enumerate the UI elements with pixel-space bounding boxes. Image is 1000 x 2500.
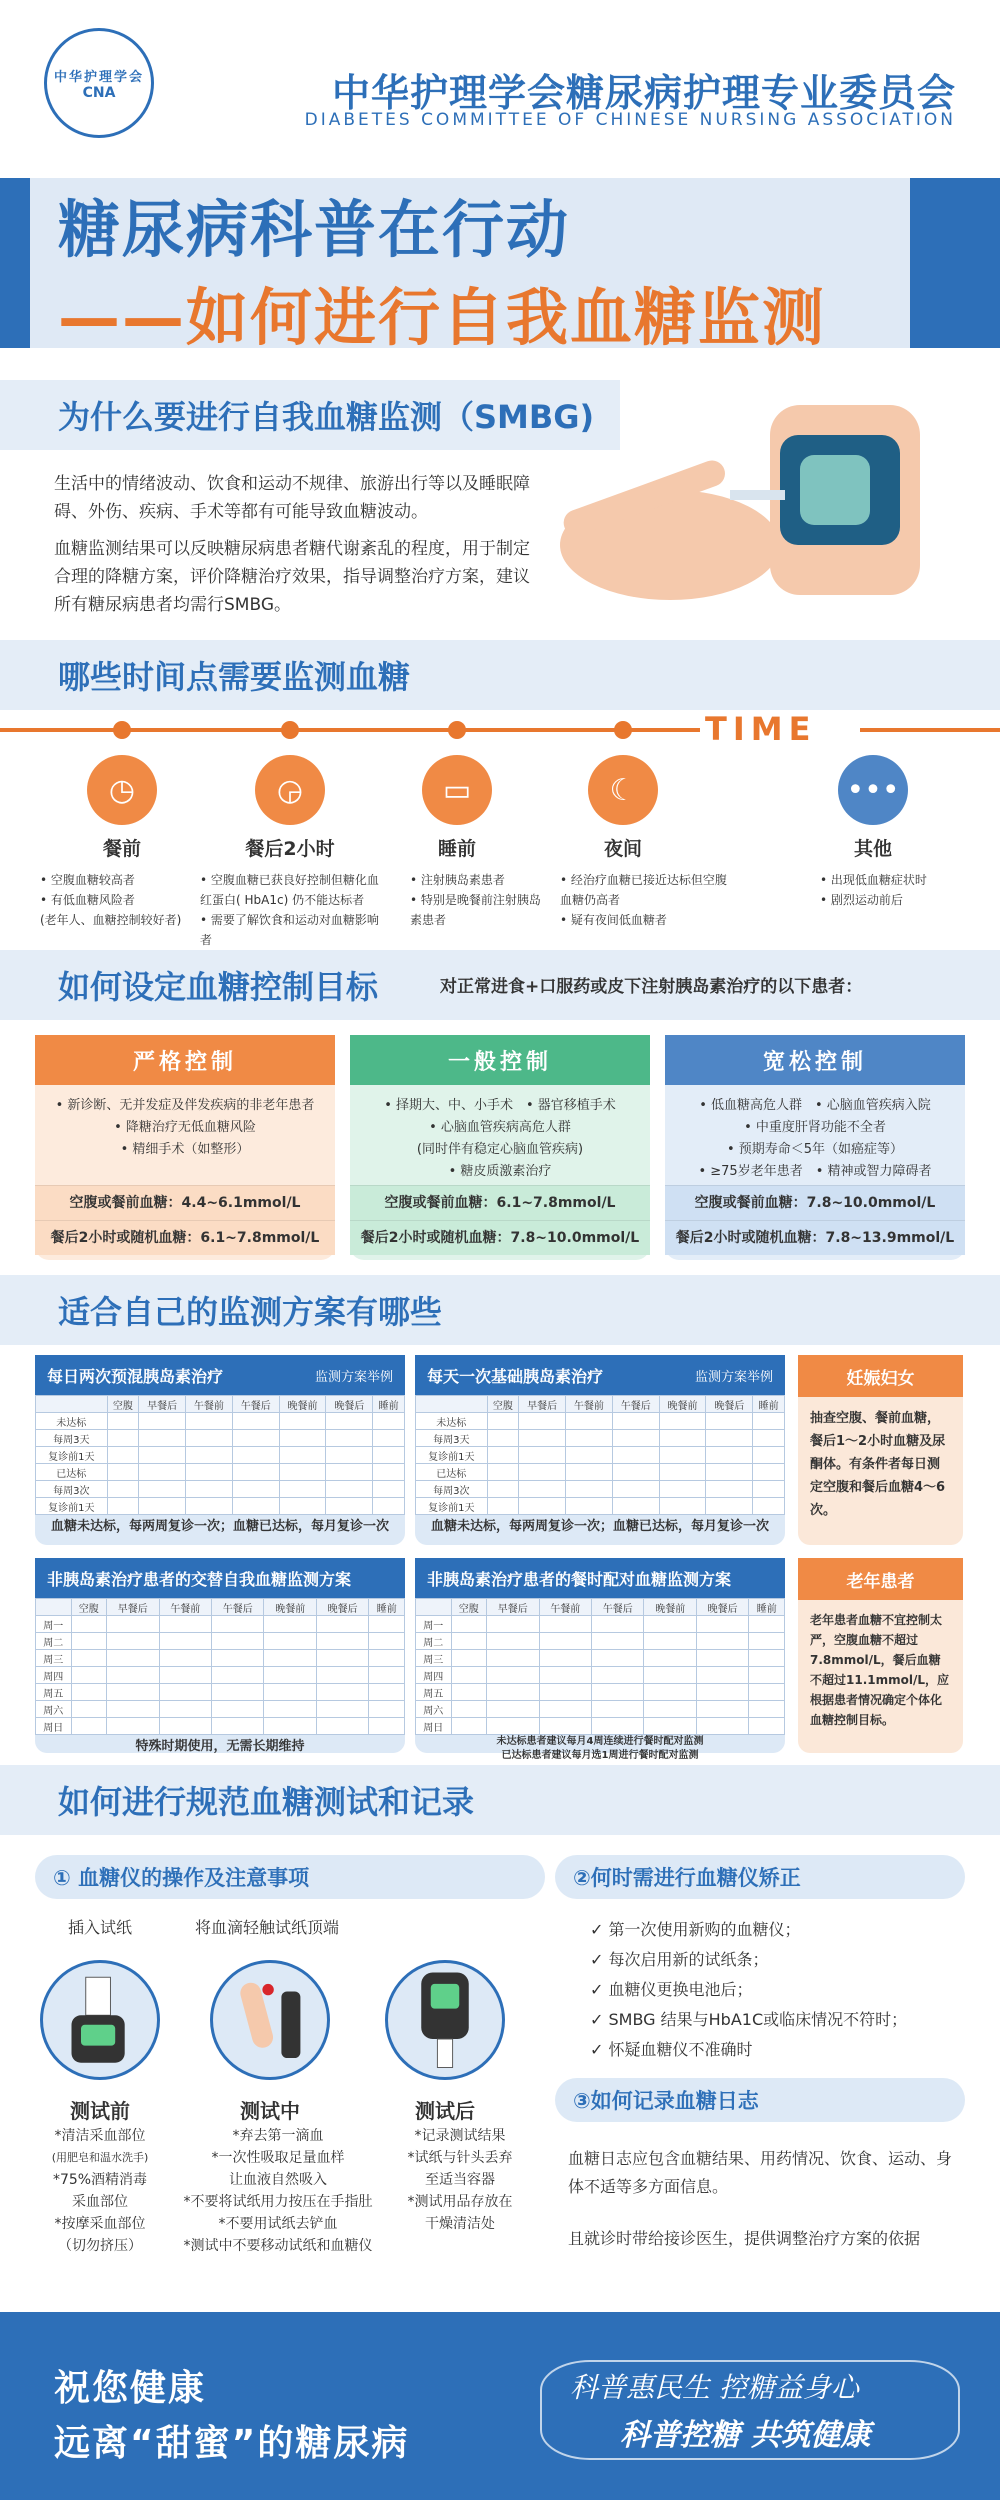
calibration-header: ②何时需进行血糖仪矫正 (555, 1855, 965, 1899)
table-basal: 每天一次基础胰岛素治疗 监测方案举例 空腹 早餐后 午餐前 午餐后 晚餐前 晚餐后 睡前 未达标 每周3天 复诊前1天 已达标 每周3次 复诊前1天 血糖未达标，每两周复诊一次；血糖已达标，每月复诊一次 (415, 1355, 785, 1545)
clock-meal-icon: ◷ (87, 755, 157, 825)
hero-band-right (910, 178, 1000, 348)
timeline-line (0, 728, 700, 732)
goals-title: 如何设定血糖控制目标 (58, 968, 379, 1006)
footer-slogan-2: 远离“甜蜜”的糖尿病 (54, 2423, 410, 2464)
goal-card-items: • 择期大、中、小手术 • 器官移植手术 • 心脑血管疾病高危人群 (同时伴有稳定心脑血管疾病) • 糖皮质激素治疗 (384, 1098, 616, 1179)
goal-fasting-value: 空腹或餐前血糖：7.8~10.0mmol/L (665, 1185, 965, 1220)
time-label: TIME (705, 710, 817, 748)
log-header: ③如何记录血糖日志 (555, 2078, 965, 2122)
moon-icon: ☾ (588, 755, 658, 825)
table-premixed: 每日两次预混胰岛素治疗 监测方案举例 空腹 早餐后 午餐前 午餐后 晚餐前 晚餐后 睡前 未达标 每周3天 复诊前1天 已达标 每周3次 复诊前1天 血糖未达标，每两周复诊一次；血糖已达标，每月复诊一次 (35, 1355, 405, 1545)
timepoint-desc: • 空腹血糖已获良好控制但糖化血红蛋白( HbA1c) 仍不能达标者 • 需要了解饮食和运动对血糖影响者 (200, 873, 379, 947)
cna-logo (44, 28, 154, 138)
goals-subtitle: 对正常进食+口服药或皮下注射胰岛素治疗的以下患者： (440, 977, 863, 997)
why-title: 为什么要进行自我血糖监测（SMBG) (58, 398, 595, 436)
timepoint-name: 夜间 (603, 838, 642, 860)
when-title: 哪些时间点需要监测血糖 (58, 658, 411, 696)
meter-operation-header: ① 血糖仪的操作及注意事项 (35, 1855, 545, 1899)
goal-postmeal-value: 餐后2小时或随机血糖：7.8~13.9mmol/L (665, 1220, 965, 1255)
step-title-before: 测试前 (70, 2099, 130, 2123)
table-alternating: 非胰岛素治疗患者的交替自我血糖监测方案 空腹 早餐后 午餐前 午餐后 晚餐前 晚餐后 睡前 周一 周二 周三 周四 周五 周六 周日 特殊时期使用，无需长期维持 (35, 1558, 405, 1753)
step-title-during: 测试中 (240, 2099, 300, 2123)
footer-slogan-3: 科普惠民生 控糖益身心 (570, 2371, 859, 2404)
timepoint-name: 睡前 (437, 838, 476, 860)
goal-postmeal-value: 餐后2小时或随机血糖：6.1~7.8mmol/L (35, 1220, 335, 1255)
logo-cna: CNA (82, 84, 116, 101)
goal-card-loose (665, 1035, 965, 1260)
footer-slogan-4: 科普控糖 共筑健康 (620, 2418, 871, 2453)
finger-blood-icon (210, 1960, 330, 2080)
goal-postmeal-value: 餐后2小时或随机血糖：7.8~10.0mmol/L (350, 1220, 650, 1255)
clock-2h-icon: ◶ (255, 755, 325, 825)
table-paired: 非胰岛素治疗患者的餐时配对血糖监测方案 空腹 早餐后 午餐前 午餐后 晚餐前 晚餐后 睡前 周一 周二 周三 周四 周五 周六 周日 未达标患者建议每月4周连续进行餐时配对监测 已达标患者建议每月选1周进行餐时配对监测 (415, 1558, 785, 1753)
timeline-dot (113, 721, 131, 739)
step-title-after: 测试后 (415, 2099, 475, 2123)
bed-icon: ▭ (422, 755, 492, 825)
main-title: 糖尿病科普在行动 (58, 193, 571, 266)
meter-result-icon (385, 1960, 505, 2080)
log-text-1: 血糖日志应包含血糖结果、用药情况、饮食、运动、身体不适等多方面信息。 (568, 2149, 953, 2196)
timepoint-name: 餐前 (102, 838, 141, 860)
why-paragraph-2: 血糖监测结果可以反映糖尿病患者糖代谢紊乱的程度，用于制定合理的降糖方案，评价降糖治疗效果，指导调整治疗方案，建议所有糖尿病患者均需行SMBG。 (54, 539, 530, 615)
timepoint-desc: • 注射胰岛素患者 • 特别是晚餐前注射胰岛素患者 (410, 873, 541, 927)
plans-title: 适合自己的监测方案有哪些 (58, 1293, 443, 1331)
goal-fasting-value: 空腹或餐前血糖：4.4~6.1mmol/L (35, 1185, 335, 1220)
logo-text: 中华护理学会 (53, 69, 144, 85)
step-desc-after: *记录测试结果 *试纸与针头丢弃 至适当容器 *测试用品存放在 干燥清洁处 (407, 2128, 513, 2232)
goal-card-general (350, 1035, 650, 1260)
step-desc-during: *弃去第一滴血 *一次性吸取足量血样 让血液自然吸入 *不要将试纸用力按压在手指肚 *不要用试纸去铲血 *测试中不要移动试纸和血糖仪 (183, 2128, 373, 2254)
calibration-list: ✓ 第一次使用新购的血糖仪； ✓ 每次启用新的试纸条； ✓ 血糖仪更换电池后； ✓ SMBG 结果与HbA1C或临床情况不符时； ✓ 怀疑血糖仪不准确时 (590, 1920, 908, 2059)
goal-card-title: 一般控制 (350, 1035, 650, 1085)
timeline-dot (281, 721, 299, 739)
timepoint-name: 其他 (853, 838, 892, 860)
goal-card-title: 严格控制 (35, 1035, 335, 1085)
goal-card-items: • 低血糖高危人群 • 心脑血管疾病入院 • 中重度肝肾功能不全者 • 预期寿命＜5年（如癌症等） • ≥75岁老年患者 • 精神或智力障碍者 (698, 1098, 932, 1179)
log-text-2: 且就诊时带给接诊医生，提供调整治疗方案的依据 (568, 2229, 921, 2248)
goal-card-title: 宽松控制 (665, 1035, 965, 1085)
main-subtitle: ——如何进行自我血糖监测 (58, 281, 827, 354)
glucose-meter-hand-illustration (520, 365, 960, 625)
howto-title: 如何进行规范血糖测试和记录 (58, 1783, 475, 1821)
elderly-card: 老年患者 老年患者血糖不宜控制太严，空腹血糖不超过7.8mmol/L，餐后血糖不超过11.1mmol/L，应根据患者情况确定个体化血糖控制目标。 (798, 1558, 963, 1753)
org-name-cn: 中华护理学会糖尿病护理专业委员会 (331, 71, 956, 115)
label-insert-strip: 插入试纸 (68, 1918, 133, 1937)
label-apply-blood: 将血滴轻触试纸顶端 (195, 1918, 340, 1937)
more-icon: ••• (838, 755, 908, 825)
timepoint-desc: • 空腹血糖较高者 • 有低血糖风险者 (老年人、血糖控制较好者) (40, 873, 182, 927)
timepoint-desc: • 经治疗血糖已接近达标但空腹血糖仍高者 • 疑有夜间低血糖者 (560, 873, 727, 927)
why-paragraph-1: 生活中的情绪波动、饮食和运动不规律、旅游出行等以及睡眠障碍、外伤、疾病、手术等都有可能导致血糖波动。 (54, 474, 530, 522)
timepoint-desc: • 出现低血糖症状时 • 剧烈运动前后 (820, 873, 927, 907)
timeline-dot (448, 721, 466, 739)
org-name-en: DIABETES COMMITTEE OF CHINESE NURSING ASSOCIATION (304, 110, 956, 130)
timeline-dot (614, 721, 632, 739)
goal-card-items: • 新诊断、无并发症及伴发疾病的非老年患者 • 降糖治疗无低血糖风险 • 精细手术（如整形） (55, 1098, 315, 1157)
footer-slogan-1: 祝您健康 (54, 2368, 207, 2409)
hero-band-left (0, 178, 30, 348)
timepoint-name: 餐后2小时 (245, 838, 335, 860)
pregnant-card: 妊娠妇女 抽查空腹、餐前血糖，餐后1～2小时血糖及尿酮体。有条件者每日测定空腹和餐后血糖4～6次。 (798, 1355, 963, 1545)
step-desc-before: *清洁采血部位 (用肥皂和温水洗手) *75%酒精消毒 采血部位 *按摩采血部位 （切勿挤压） (51, 2128, 149, 2254)
timeline-line-end (860, 728, 1000, 732)
meter-insert-icon (40, 1960, 160, 2080)
goal-fasting-value: 空腹或餐前血糖：6.1~7.8mmol/L (350, 1185, 650, 1220)
goal-card-strict (35, 1035, 335, 1260)
